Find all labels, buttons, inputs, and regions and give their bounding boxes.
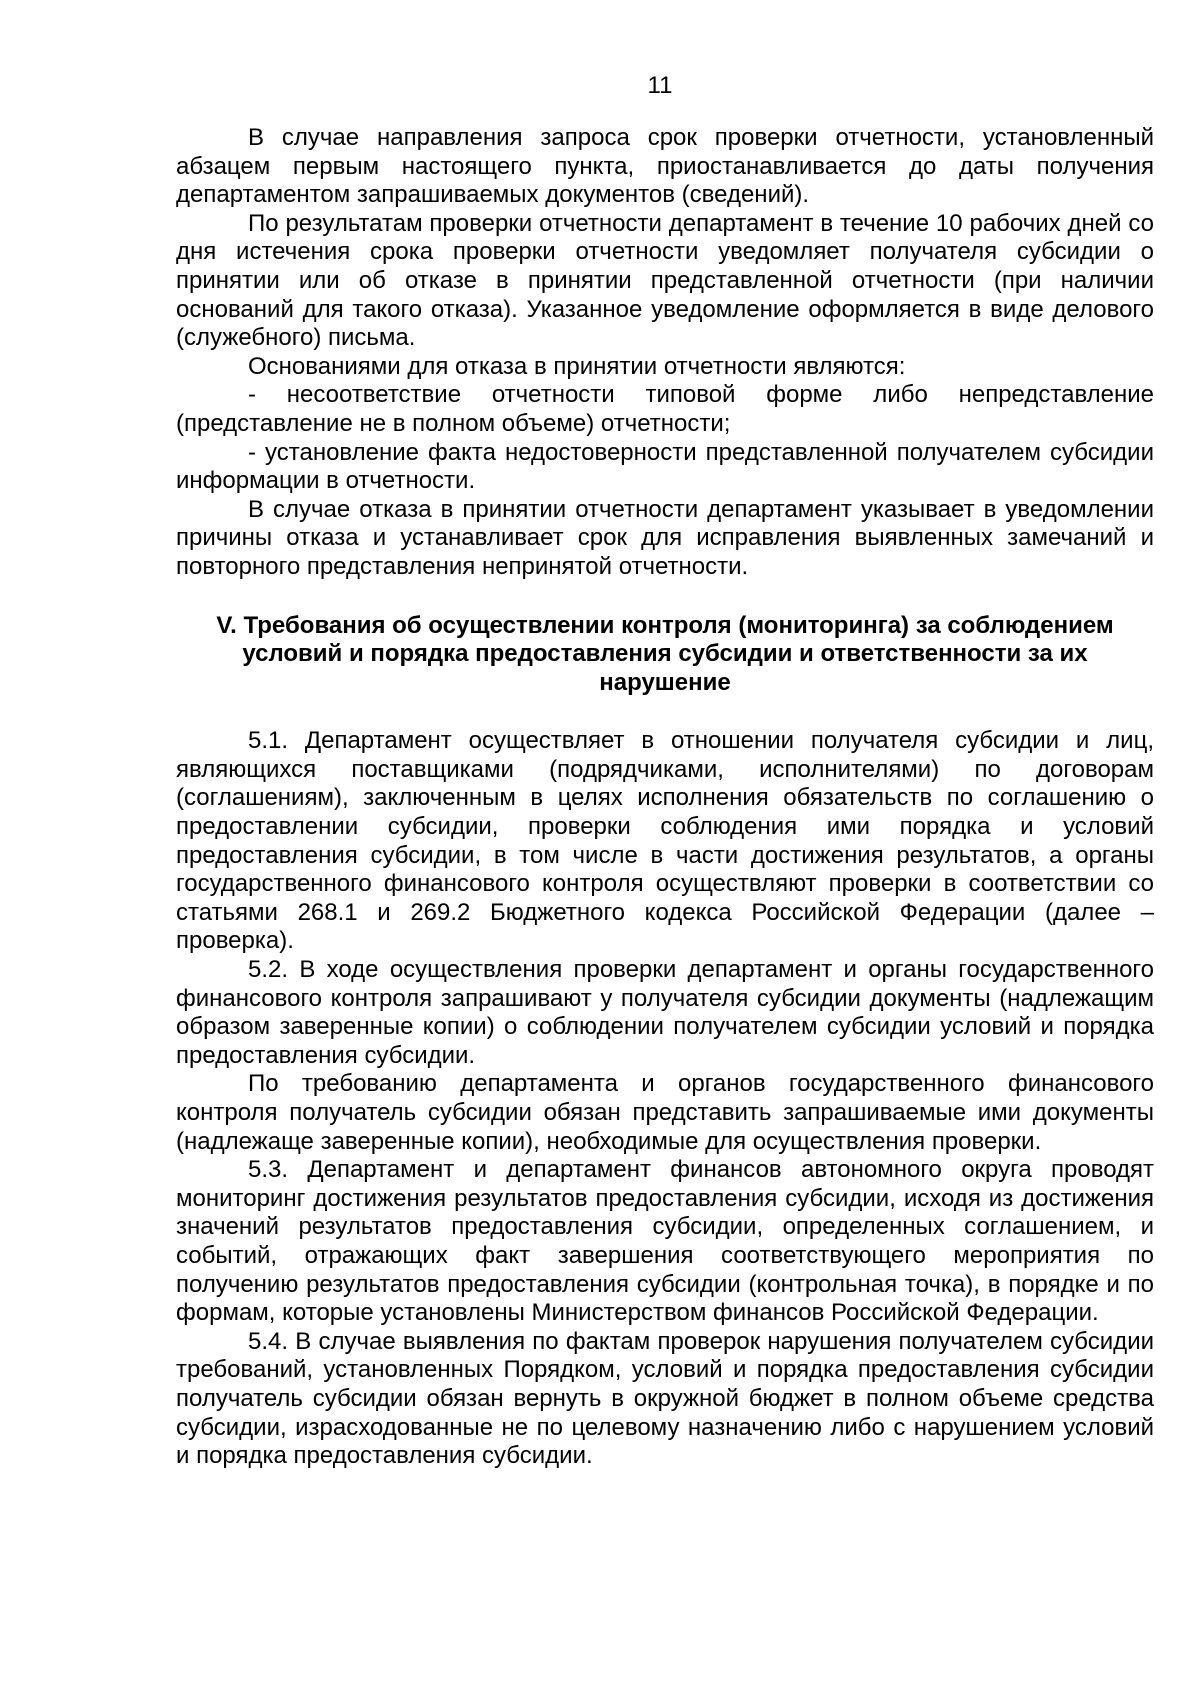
paragraph-5-3: 5.3. Департамент и департамент финансов автономного округа проводят мониторинг достижения результатов предоставления субсидии, исходя из достижения значений результатов предоставления субсидии, определенных соглашением, и событий, отражающих факт завершения соответствующего мероприятия по получению результатов предоставления субсидии (контрольная точка), в порядке и по формам, которые установлены Министерством финансов Российской Федерации.: [176, 1156, 1154, 1327]
paragraph-check-results: По результатам проверки отчетности департамент в течение 10 рабочих дней со дня истечения срока проверки отчетности уведомляет получателя субсидии о принятии или об отказе в принятии представленной отчетности (при наличии оснований для такого отказа). Указанное уведомление оформляется в виде делового (служебного) письма.: [176, 209, 1154, 352]
paragraph-request-suspension: В случае направления запроса срок проверки отчетности, установленный абзацем первым настоящего пункта, приостанавливается до даты получения департаментом запрашиваемых документов (сведений).: [176, 124, 1154, 209]
paragraph-refusal-ground-1: - несоответствие отчетности типовой форме либо непредставление (представление не в полном объеме) отчетности;: [176, 381, 1154, 437]
paragraph-refusal-ground-2: - установление факта недостоверности представленной получателем субсидии информации в отчетности.: [176, 438, 1154, 495]
section-content: [176, 727, 1154, 1470]
paragraph-refusal-grounds: Основаниями для отказа в принятии отчетности являются:: [248, 352, 906, 380]
section-heading: V. Требования об осуществлении контроля (мониторинга) за соблюдением условий и порядка предоставления субсидии и ответственности за их нарушение: [216, 611, 1114, 696]
paragraph-5-1: 5.1. Департамент осуществляет в отношении получателя субсидии и лиц, являющихся поставщиками (подрядчиками, исполнителями) по договорам (соглашениям), заключенным в целях исполнения обязательств по соглашению о предоставлении субсидии, проверки соблюдения ими порядка и условий предоставления субсидии, в том числе в части достижения результатов, а органы государственного финансового контроля осуществляют проверки в соответствии со статьями 268.1 и 269.2 Бюджетного кодекса Российской Федерации (далее – проверка).: [176, 727, 1154, 955]
paragraph-5-2: 5.2. В ходе осуществления проверки департамент и органы государственного финансового контроля запрашивают у получателя субсидии документы (надлежащим образом заверенные копии) о соблюдении получателем субсидии условий и порядка предоставления субсидии.: [176, 956, 1154, 1069]
paragraph-5-4: 5.4. В случае выявления по фактам проверок нарушения получателем субсидии требований, установленных Порядком, условий и порядка предоставления субсидии получатель субсидии обязан вернуть в окружной бюджет в полном объеме средства субсидии, израсходованные не по целевому назначению либо с нарушением условий и порядка предоставления субсидии.: [176, 1327, 1154, 1470]
paragraph-refusal-notice: В случае отказа в принятии отчетности департамент указывает в уведомлении причины отказа и устанавливает срок для исправления выявленных замечаний и повторного представления непринятой отчетности.: [176, 495, 1154, 580]
document-body: [176, 124, 1154, 1471]
page-number: 11: [647, 72, 673, 99]
paragraph-5-2-requirement: По требованию департамента и органов государственного финансового контроля получатель субсидии обязан представить запрашиваемые ими документы (надлежаще заверенные копии), необходимые для осуществления проверки.: [176, 1070, 1154, 1155]
